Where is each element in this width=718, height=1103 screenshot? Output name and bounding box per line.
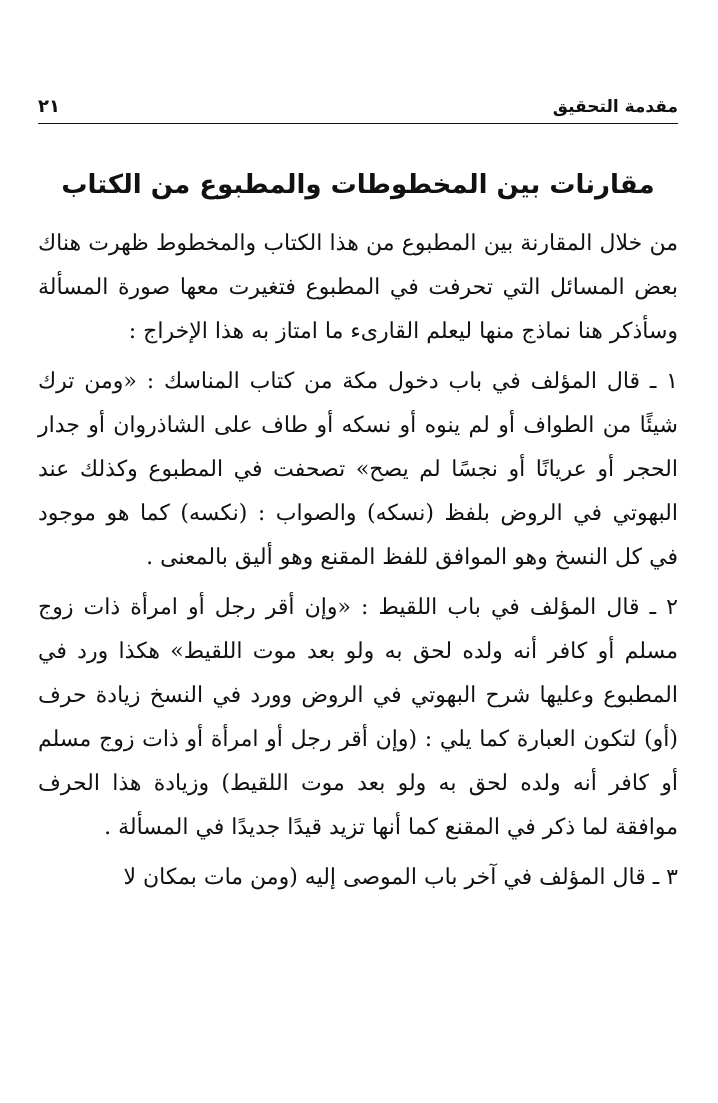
section-title: مقارنات بين المخطوطات والمطبوع من الكتاب	[61, 170, 655, 200]
paragraph-item-2: ٢ ـ قال المؤلف في باب اللقيط : «وإن أقر رجل أو امرأة ذات زوج مسلم أو كافر أنه ولده لحق به ولو بعد موت اللقيط» هكذا ورد في المطبوع وعليها شرح البهوتي في الروض وورد في النسخ زيادة حرف (أو) لتكون العبارة كما يلي : (وإن أقر رجل أو امرأة أو ذات زوج مسلم أو كافر أنه ولده لحق به ولو بعد موت اللقيط) وزيادة هذا الحرف موافقة لما ذكر في المقنع كما أنها تزيد قيدًا جديدًا في المسألة .	[38, 595, 678, 840]
paragraph-item-1: ١ ـ قال المؤلف في باب دخول مكة من كتاب المناسك : «ومن ترك شيئًا من الطواف أو لم ينوه أو نسكه أو طاف على الشاذروان أو جدار الحجر أو عريانًا أو نجسًا لم يصح» تصحفت في المطبوع وكذلك عند البهوتي في الروض بلفظ (نسكه) والصواب : (نكسه) كما هو موجود في كل النسخ وهو الموافق للفظ المقنع وهو أليق بالمعنى .	[38, 369, 678, 570]
running-head: مقدمة التحقيق	[552, 97, 678, 117]
page-number: ٢١	[38, 96, 60, 117]
body-text	[38, 222, 678, 900]
page-header	[38, 92, 678, 124]
paragraph-item-3: ٣ ـ قال المؤلف في آخر باب الموصى إليه (ومن مات بمكان لا	[123, 865, 678, 890]
paragraph-intro: من خلال المقارنة بين المطبوع من هذا الكتاب والمخطوط ظهرت هناك بعض المسائل التي تحرفت في المطبوع فتغيرت معها صورة المسألة وسأذكر هنا نماذج منها ليعلم القارىء ما امتاز به هذا الإخراج :	[38, 231, 678, 344]
header-rule	[38, 123, 678, 124]
